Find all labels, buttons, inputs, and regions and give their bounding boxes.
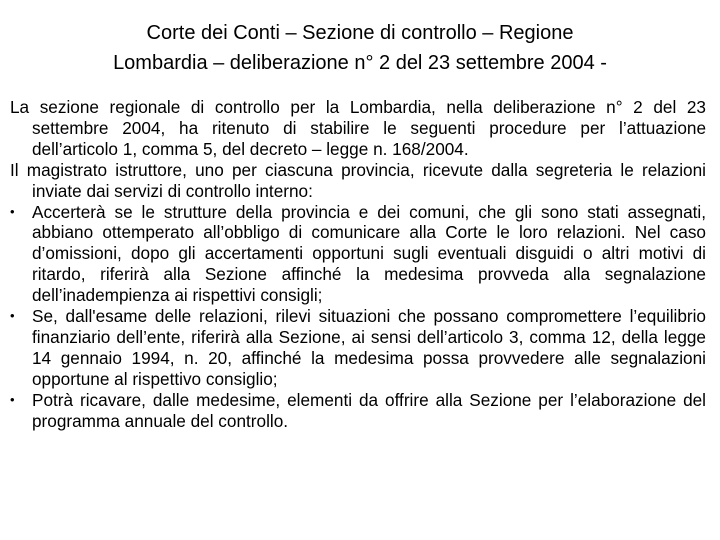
magistrate-paragraph: Il magistrato istruttore, uno per ciascuna provincia, ricevute dalla segreteria le relazioni inviate dai servizi di controllo interno: xyxy=(10,159,706,201)
list-item-text: Potrà ricavare, dalle medesime, elementi da offrire alla Sezione per l’elaborazione del programma annuale del controllo. xyxy=(32,389,706,431)
list-item xyxy=(10,306,706,390)
slide-title xyxy=(20,18,700,78)
list-item-text: Accerterà se le strutture della provincia e dei comuni, che gli sono stati assegnati, abbiano ottemperato all’obbligo di comunicare alla Corte le loro relazioni. Nel caso d’omissioni, dopo gli accertamenti opportuni sugli eventuali disguidi o altri motivi di ritardo, riferirà alla Sezione affinché la medesima provveda alla segnalazione dell’inadempienza ai rispettivi consigli; xyxy=(32,201,706,306)
bullet-icon: • xyxy=(10,391,15,407)
bullet-icon: • xyxy=(10,203,15,219)
list-item xyxy=(10,202,706,307)
bullet-list xyxy=(10,202,706,432)
title-line-1: Corte dei Conti – Sezione di controllo – Regione xyxy=(146,22,574,44)
list-item xyxy=(10,390,706,432)
slide-body xyxy=(10,97,706,432)
list-item-text: Se, dall'esame delle relazioni, rilevi situazioni che possano compromettere l’equilibrio finanziario dell’ente, riferirà alla Sezione, ai sensi dell’articolo 3, comma 12, della legge 14 gennaio 1994, n. 20, affinché la medesima possa provvedere alle segnalazioni opportune al rispettivo consiglio; xyxy=(32,306,706,389)
title-line-2: Lombardia – deliberazione n° 2 del 23 settembre 2004 - xyxy=(113,52,607,74)
intro-paragraph: La sezione regionale di controllo per la Lombardia, nella deliberazione n° 2 del 23 settembre 2004, ha ritenuto di stabilire le seguenti procedure per l’attuazione dell’articolo 1, comma 5, del decreto – legge n. 168/2004. xyxy=(10,97,706,159)
bullet-icon: • xyxy=(10,308,15,324)
